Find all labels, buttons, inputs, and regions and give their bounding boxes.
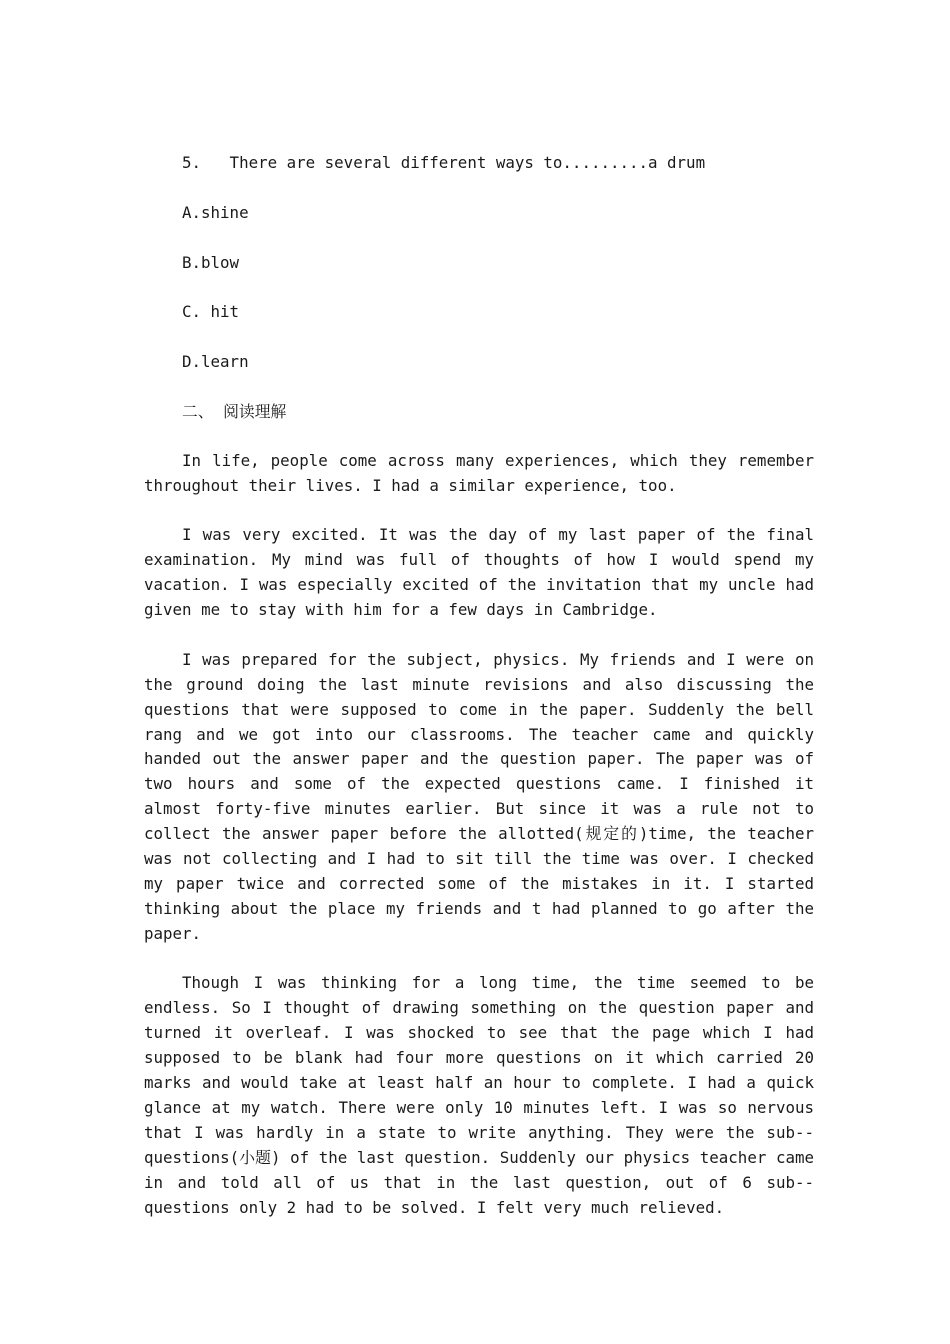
passage-paragraph-1: In life, people come across many experiences, which they remember throughout their lives. I had a similar experience, too.: [144, 450, 814, 495]
passage-paragraph-4: Though I was thinking for a long time, the time seemed to be endless. So I thought of drawing something on the question paper and turned it overleaf. I was shocked to see that the page which I had supposed to be blank had four more questions on it which carried 20 marks and would take at least half an hour to complete. I had a quick glance at my watch. There were only 10 minutes left. I was so nervous that I was hardly in a state to write anything. They were the sub--questions(小题) of the last question. Suddenly our physics teacher came in and told all of us that in the last question, out of 6 sub--questions only 2 had to be solved. I felt very much relieved.: [144, 973, 814, 1217]
option-d: D.learn: [182, 352, 249, 372]
passage-paragraph-3: I was prepared for the subject, physics. My friends and I were on the ground doing the last minute revisions and also discussing the questions that were supposed to come in the paper. Suddenly the bell rang and we got into our classrooms. The teacher came and quickly handed out the answer paper and the question paper. The paper was of two hours and some of the expected questions came. I finished it almost forty-five minutes earlier. But since it was a rule not to collect the answer paper before the allotted(规定的)time, the teacher was not collecting and I had to sit till the time was over. I checked my paper twice and corrected some of the mistakes in it. I started thinking about the place my friends and t had planned to go after the paper.: [144, 649, 814, 943]
option-b: B.blow: [182, 252, 240, 272]
document-content: [144, 150, 814, 1245]
section-title: 二、 阅读理解: [182, 401, 287, 421]
passage-paragraph-2: I was very excited. It was the day of my last paper of the final examination. My mind was full of thoughts of how I would spend my vacation. I was especially excited of the invitation that my uncle had given me to stay with him for a few days in Cambridge.: [144, 525, 814, 620]
option-c: C. hit: [182, 302, 240, 322]
question-stem: 5. There are several different ways to.........a drum: [182, 153, 706, 172]
option-a: A.shine: [182, 202, 249, 222]
